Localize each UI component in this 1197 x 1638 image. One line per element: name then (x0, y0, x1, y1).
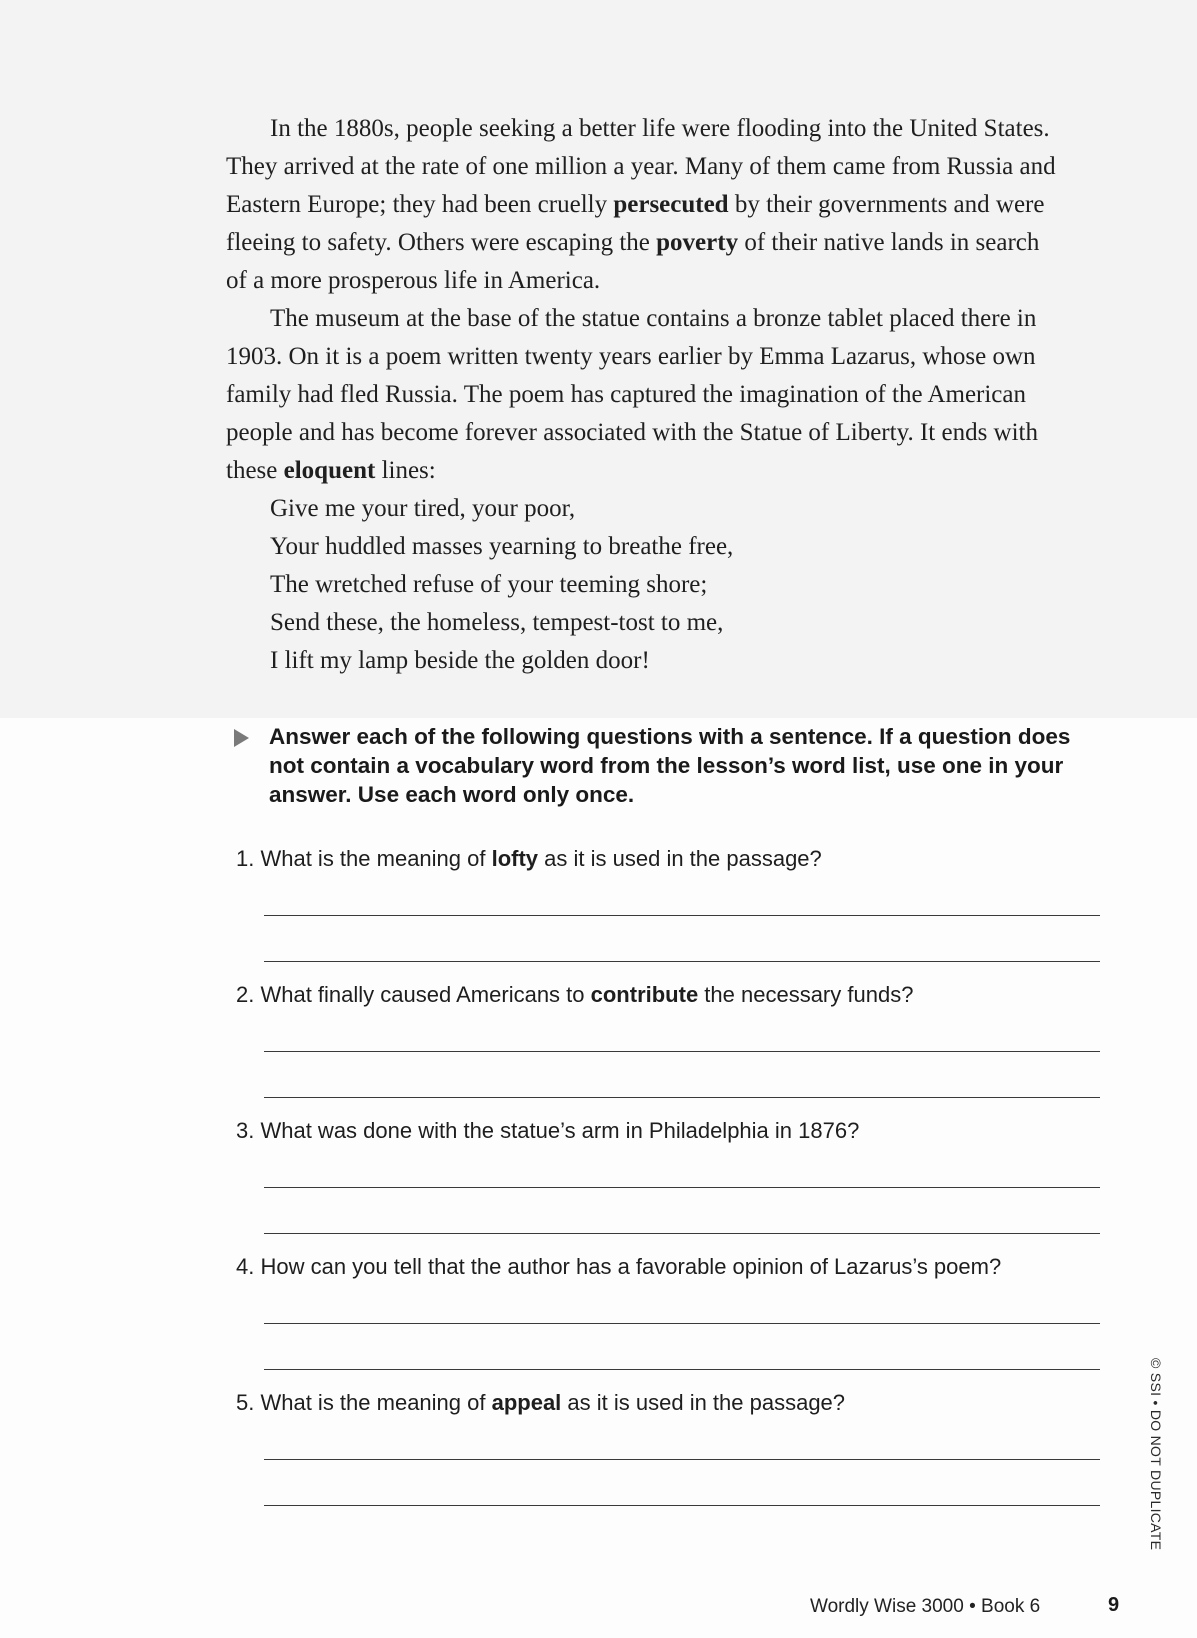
question-number: 2. (236, 982, 255, 1007)
question-2 (236, 981, 1100, 1117)
answer-line[interactable] (264, 1323, 1100, 1324)
footer-book-title: Wordly Wise 3000 • Book 6 (810, 1596, 1041, 1617)
passage-text: In the 1880s, people seeking a better life were flooding into the United States. They arrived at the rate of one million a year. Many of them came from Russia and Eastern Europe; they had been cruelly (226, 115, 1056, 218)
question-text-part: What is the meaning of (254, 846, 492, 871)
question-number: 1. (236, 846, 255, 871)
answer-line[interactable] (264, 1505, 1100, 1506)
question-1 (236, 845, 1100, 981)
question-text-part: the necessary funds? (698, 982, 914, 1007)
passage-text: The museum at the base of the statue contains a bronze tablet placed there in 1903. On it is a poem written twenty years earlier by Emma Lazarus, whose own family had fled Russia. The poem has captured the imagination of the American people and has become forever associated with the Statue of Liberty. It ends with these (226, 305, 1038, 484)
answer-line[interactable] (264, 1233, 1100, 1234)
question-number: 5. (236, 1390, 255, 1415)
poem-line: I lift my lamp beside the golden door! (270, 647, 650, 674)
questions-list (236, 845, 1100, 1525)
question-text-part: How can you tell that the author has a favorable opinion of Lazarus’s poem? (254, 1254, 1002, 1279)
instructions-block (234, 722, 1084, 809)
question-text (236, 1389, 845, 1417)
vocab-word-contribute: contribute (590, 982, 699, 1007)
reading-passage (226, 110, 1066, 680)
passage-text: of their native lands in search of a more prosperous life in America. (226, 229, 1040, 294)
question-text-part: What is the meaning of (254, 1390, 492, 1415)
poem-line: The wretched refuse of your teeming shore; (270, 571, 708, 598)
copyright-notice: © SSI • DO NOT DUPLICATE (1148, 1358, 1164, 1551)
question-5 (236, 1389, 1100, 1525)
triangle-arrow-icon (234, 729, 249, 747)
question-text (236, 1253, 1001, 1281)
vocab-word-eloquent: eloquent (283, 457, 376, 484)
vocab-word-lofty: lofty (491, 846, 539, 871)
page-number: 9 (1108, 1594, 1120, 1616)
answer-line[interactable] (264, 1369, 1100, 1370)
answer-line[interactable] (264, 1097, 1100, 1098)
vocab-word-appeal: appeal (491, 1390, 562, 1415)
answer-line[interactable] (264, 1459, 1100, 1460)
instructions-text: Answer each of the following questions with a sentence. If a question does not contain a vocabulary word from the lesson’s word list, use one in your answer. Use each word only once. (269, 724, 1071, 807)
vocab-word-poverty: poverty (656, 229, 739, 256)
question-text (236, 1117, 859, 1145)
question-text-part: as it is used in the passage? (538, 846, 822, 871)
passage-paragraph-2 (226, 300, 1066, 490)
answer-line[interactable] (264, 961, 1100, 962)
poem-line: Send these, the homeless, tempest-tost to me, (270, 609, 724, 636)
poem-line: Your huddled masses yearning to breathe free, (270, 533, 734, 560)
poem-line: Give me your tired, your poor, (270, 495, 576, 522)
question-text-part: as it is used in the passage? (561, 1390, 846, 1415)
question-number: 4. (236, 1254, 255, 1279)
vocab-word-persecuted: persecuted (613, 191, 729, 218)
question-number: 3. (236, 1118, 255, 1143)
answer-line[interactable] (264, 915, 1100, 916)
question-text (236, 845, 822, 873)
poem-excerpt (226, 490, 1066, 680)
passage-paragraph-1 (226, 110, 1066, 300)
question-4 (236, 1253, 1100, 1389)
passage-text: by their governments and were fleeing to safety. Others were escaping the (226, 191, 1045, 256)
answer-line[interactable] (264, 1051, 1100, 1052)
passage-text: lines: (375, 457, 436, 484)
question-3 (236, 1117, 1100, 1253)
answer-line[interactable] (264, 1187, 1100, 1188)
question-text (236, 981, 913, 1009)
question-text-part: What finally caused Americans to (254, 982, 591, 1007)
question-text-part: What was done with the statue’s arm in Philadelphia in 1876? (254, 1118, 860, 1143)
